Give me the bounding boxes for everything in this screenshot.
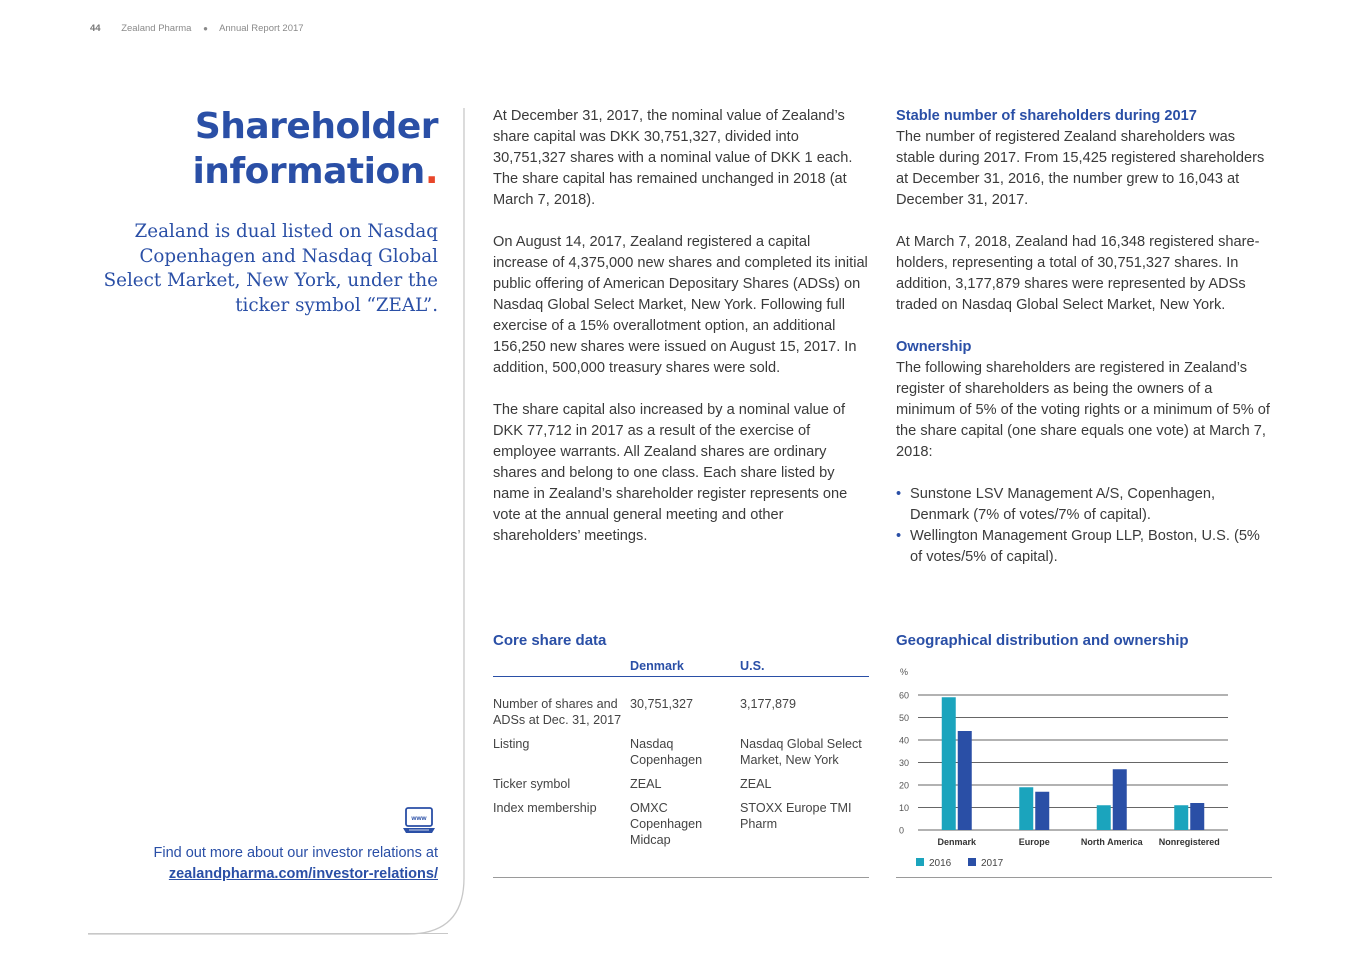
table-row <box>493 677 869 735</box>
table-cell: Ticker symbol <box>493 777 571 791</box>
y-axis-label: % <box>900 667 909 677</box>
x-tick-label: North America <box>1080 837 1143 847</box>
list-item: • Sunstone LSV Management A/S, Copenhagen, Denmark (7% of votes/7% of capital). <box>896 484 1274 526</box>
bottom-rule <box>88 933 448 934</box>
legend-swatch-2016 <box>916 858 924 866</box>
x-tick-label: Europe <box>1018 837 1050 847</box>
table-cell: Nasdaq Global Select Market, New York <box>740 737 862 767</box>
bar-2017-denmark <box>958 731 972 830</box>
table-header-denmark: Denmark <box>630 656 740 677</box>
core-share-data-title: Core share data <box>493 632 607 649</box>
table-cell: Nasdaq Copenhagen <box>630 737 703 767</box>
chart-bottom-rule <box>896 877 1272 878</box>
y-tick-label: 40 <box>899 735 910 746</box>
bar-2016-europe <box>1019 787 1033 830</box>
table-row <box>493 798 869 854</box>
paragraph: At December 31, 2017, the nominal value of Zealand’s share capital was DKK 30,751,327, divided into 30,751,327 shares with a nominal value of DKK 1 each. The share capital has remained unchanged in 2018 (at March 7, 2018). <box>493 108 853 208</box>
bar-2017-north-america <box>1113 769 1127 830</box>
paragraph: On August 14, 2017, Zealand registered a capital increase of 4,375,000 new shares and completed its initial public offering of American Depositary Shares (ADSs) on Nasdaq Global Select Market, New York. Following full exercise of a 15% overallotment option, an additional 156,250 new shares were issued on August 15, 2017. In addition, 500,000 treasury shares were sold. <box>493 234 868 376</box>
table-cell: OMXC Copenhagen Midcap <box>630 801 703 847</box>
left-column <box>90 104 438 318</box>
geographical-distribution-chart <box>896 660 1236 875</box>
find-more-text: Find out more about our investor relations at <box>153 845 438 861</box>
title-line-1: Shareholder <box>194 106 438 147</box>
list-item: • Wellington Management Group LLP, Boston, U.S. (5% of votes/5% of capital). <box>896 526 1274 568</box>
y-tick-label: 30 <box>899 758 910 768</box>
y-tick-label: 50 <box>899 713 910 723</box>
www-icon-label: www <box>411 815 427 822</box>
investor-relations-link[interactable]: zealandpharma.com/investor-relations/ <box>168 866 438 882</box>
report-name: Annual Report 2017 <box>219 23 304 34</box>
table-cell: STOXX Europe TMI Pharm <box>740 801 852 831</box>
table-row <box>493 774 869 798</box>
table-cell: 3,177,879 <box>740 697 797 711</box>
legend-label-2017: 2017 <box>981 858 1004 869</box>
investor-relations-note <box>90 843 438 885</box>
table-cell: 30,751,327 <box>630 697 694 711</box>
bar-2016-north-america <box>1097 805 1111 830</box>
title-line-2 <box>90 149 438 194</box>
table-header-row <box>493 656 869 677</box>
bar-2016-nonregistered <box>1174 805 1188 830</box>
table-header-empty <box>493 656 630 677</box>
paragraph: The number of registered Zealand shareholders was stable during 2017. From 15,425 registered shareholders at December 31, 2016, the number grew to 16,043 at December 31, 2017. <box>896 129 1265 208</box>
table-cell: Listing <box>493 737 530 751</box>
core-share-data-table <box>493 656 869 854</box>
page-header <box>90 23 304 34</box>
y-tick-label: 20 <box>899 780 910 791</box>
x-tick-label: Denmark <box>937 837 977 847</box>
table-cell: ZEAL <box>740 777 772 791</box>
middle-column <box>493 106 868 568</box>
table-cell: Number of shares and ADSs at Dec. 31, 2017 <box>493 697 622 727</box>
header-separator: ● <box>203 24 208 33</box>
www-icon <box>402 807 436 835</box>
ownership-heading: Ownership <box>896 339 972 355</box>
y-tick-label: 60 <box>899 690 910 701</box>
y-tick-label: 10 <box>899 803 910 813</box>
page-number: 44 <box>90 23 101 34</box>
table-header-us: U.S. <box>740 656 869 677</box>
intro-text: Zealand is dual listed on Nasdaq Copenhagen and Nasdaq Global Select Market, New York, under the ticker symbol “ZEAL”. <box>103 221 438 316</box>
bar-2016-denmark <box>942 697 956 830</box>
legend-label-2016: 2016 <box>929 858 952 869</box>
paragraph: At March 7, 2018, Zealand had 16,348 registered shareholders, representing a total of 30,751,327 shares. In addition, 3,177,879 shares were represented by ADSs traded on Nasdaq Global Select Market, New York. <box>896 234 1260 313</box>
y-tick-label: 0 <box>899 825 905 836</box>
title-line-2-text: information <box>192 151 425 192</box>
page-title <box>90 104 438 194</box>
chart-title: Geographical distribution and ownership <box>896 632 1189 649</box>
major-shareholders-list <box>896 484 1274 568</box>
paragraph: The following shareholders are registered in Zealand’s register of shareholders as being the owners of a minimum of 5% of the voting rights or a minimum of 5% of the share capital (one share equals one vote) at March 7, 2018: <box>896 360 1270 460</box>
legend-swatch-2017 <box>968 858 976 866</box>
bar-2017-nonregistered <box>1190 803 1204 830</box>
table-cell: Index membership <box>493 801 597 815</box>
title-dot: . <box>424 151 438 192</box>
shareholders-heading: Stable number of shareholders during 2017 <box>896 108 1197 124</box>
x-tick-label: Nonregistered <box>1158 837 1220 847</box>
right-column <box>896 106 1274 568</box>
bar-2017-europe <box>1035 792 1049 830</box>
company-name: Zealand Pharma <box>121 23 192 34</box>
table-bottom-rule <box>493 877 869 878</box>
table-cell: ZEAL <box>630 777 662 791</box>
paragraph: The share capital also increased by a nominal value of DKK 77,712 in 2017 as a result of the exercise of employee warrants. All Zealand shares are ordinary shares and belong to one class. Each share listed by name in Zealand’s shareholder register represents one vote at the annual general meeting and other shareholders’ meetings. <box>493 402 848 544</box>
table-row <box>493 734 869 774</box>
